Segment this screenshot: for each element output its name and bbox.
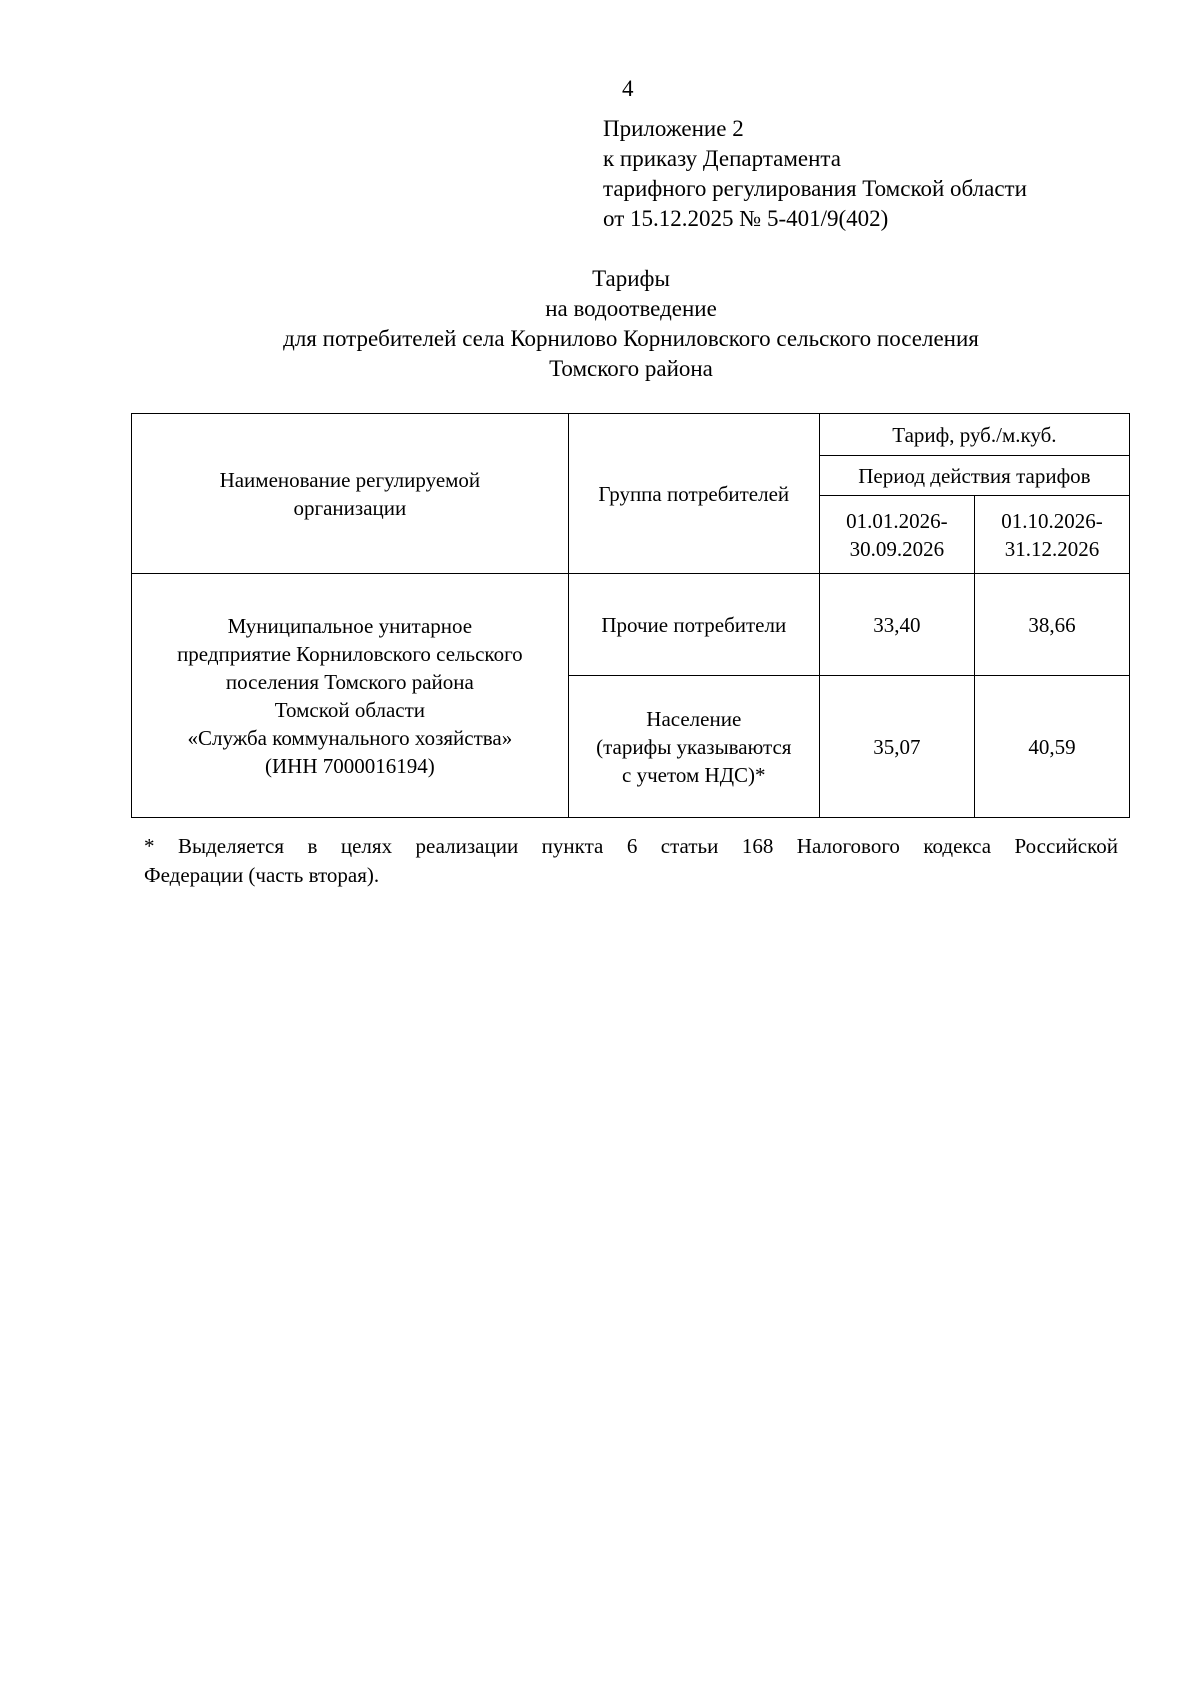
appendix-header [603, 114, 1027, 234]
tariff-value-cell: 38,66 [974, 574, 1129, 676]
organization-line: Муниципальное унитарное [227, 613, 473, 638]
consumer-group-line: (тарифы указываются [596, 734, 792, 759]
header-tariff: Тариф, руб./м.куб. [819, 414, 1129, 456]
header-organization-line: Наименование регулируемой [219, 467, 481, 492]
organization-line: «Служба коммунального хозяйства» [187, 725, 513, 750]
table-row [132, 574, 1130, 676]
page-number: 4 [622, 76, 634, 101]
footnote-line: * Выделяется в целях реализации пункта 6 статьи 168 Налогового кодекса Российской [144, 834, 1118, 858]
footnote-line: Федерации (часть вторая). [144, 863, 380, 887]
title-line: Тарифы [592, 266, 670, 291]
title-line: для потребителей села Корнилово Корниловского сельского поселения [283, 326, 979, 351]
footnote [144, 832, 1118, 890]
header-period-2-line: 31.12.2026 [1004, 536, 1100, 561]
header-period-2-line: 01.10.2026- [1001, 508, 1103, 533]
consumer-group-cell [568, 676, 819, 818]
document-title [0, 264, 1200, 384]
organization-line: предприятие Корниловского сельского [177, 641, 523, 666]
header-consumer-group: Группа потребителей [568, 414, 819, 574]
organization-line: Томской области [274, 697, 426, 722]
consumer-group-line: с учетом НДС)* [622, 762, 766, 787]
header-period-1-line: 30.09.2026 [849, 536, 945, 561]
consumer-group-line: Прочие потребители [601, 612, 787, 637]
header-period-1 [819, 496, 974, 574]
header-organization [132, 414, 569, 574]
table-header-row [132, 414, 1130, 456]
header-organization-line: организации [293, 495, 407, 520]
consumer-group-line: Население [646, 706, 742, 731]
appendix-line: от 15.12.2025 № 5-401/9(402) [603, 206, 889, 231]
tariff-table [131, 413, 1130, 818]
organization-line: поселения Томского района [225, 669, 474, 694]
title-line: на водоотведение [545, 296, 717, 321]
appendix-line: тарифного регулирования Томской области [603, 176, 1027, 201]
appendix-line: к приказу Департамента [603, 146, 841, 171]
header-period-1-line: 01.01.2026- [846, 508, 948, 533]
consumer-group-cell [568, 574, 819, 676]
organization-cell [132, 574, 569, 818]
header-period: Период действия тарифов [819, 456, 1129, 496]
header-period-2 [974, 496, 1129, 574]
appendix-line: Приложение 2 [603, 116, 744, 141]
tariff-value-cell: 33,40 [819, 574, 974, 676]
tariff-value-cell: 40,59 [974, 676, 1129, 818]
organization-line: (ИНН 7000016194) [265, 753, 435, 778]
title-line: Томского района [549, 356, 713, 381]
tariff-value-cell: 35,07 [819, 676, 974, 818]
